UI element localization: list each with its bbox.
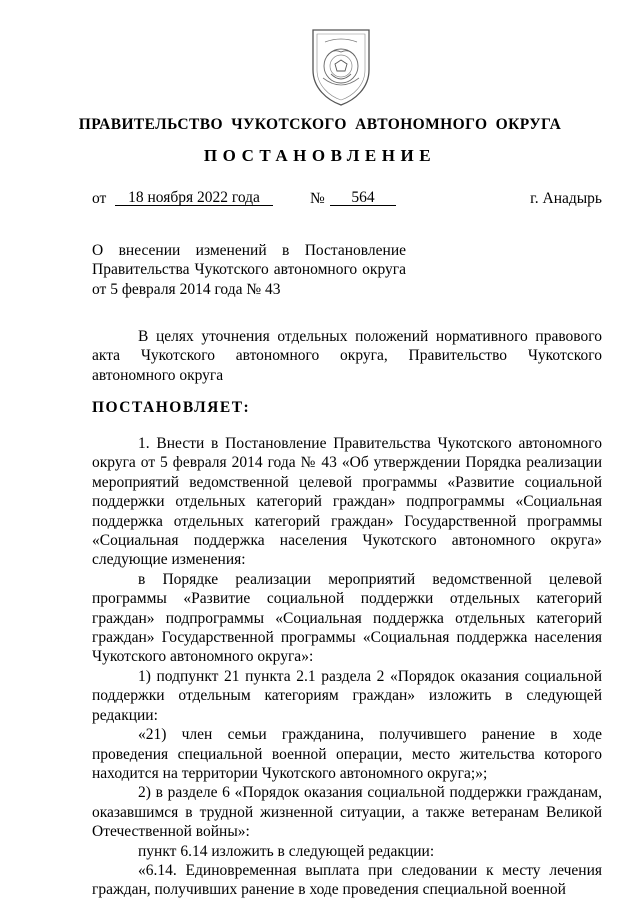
paragraph: «21) член семьи гражданина, получившего ранение в ходе проведения специальной военной операции, место жительства которого находится на территории Чукотского автономного округа;»;: [92, 726, 602, 782]
subject-line-3: от 5 февраля 2014 года № 43: [92, 280, 281, 298]
from-label: от: [92, 190, 107, 207]
city: г. Анадырь: [530, 190, 602, 207]
paragraph: в Порядке реализации мероприятий ведомственной целевой программы «Развитие социальной поддержки отдельных категорий граждан» подпрограммы «Социальная поддержка отдельных категорий граждан» Государственной программы «Социальная поддержка населения Чукотского автономного округа»:: [92, 570, 602, 666]
paragraph: 1. Внести в Постановление Правительства Чукотского автономного округа от 5 февраля 2014 года № 43 «Об утверждении Порядка реализации мероприятий ведомственной целевой программы «Развитие социальной поддержки отдельных категорий граждан» подпрограммы «Социальная поддержка отдельных категорий граждан» Государственной программы «Социальная поддержка населения Чукотского автономного округа» следующие изменения:: [92, 435, 602, 569]
preamble-text: В целях уточнения отдельных положений нормативного правового акта Чукотского автономного округа, Правительство Чукотского автономного округа: [92, 328, 602, 384]
subject-line-2: Правительства Чукотского автономного округа: [92, 261, 406, 279]
paragraph: 2) в разделе 6 «Порядок оказания социальной поддержки гражданам, оказавшимся в трудной жизненной ситуации, а также ветеранам Великой Отечественной войны»:: [92, 784, 602, 841]
document-subject: [92, 241, 406, 299]
document-type-title: ПОСТАНОВЛЕНИЕ: [203, 146, 437, 165]
document-body: [92, 434, 602, 900]
coat-of-arms-emblem: [305, 26, 377, 108]
resolves-heading: ПОСТАНОВЛЯЕТ:: [92, 399, 251, 416]
document-number: 564: [330, 190, 396, 206]
subject-line-1: О внесении изменений в Постановление: [92, 242, 406, 259]
preamble-block: [92, 327, 602, 385]
document-date: 18 ноября 2022 года: [115, 190, 273, 206]
number-label: №: [310, 190, 325, 207]
paragraph: пункт 6.14 изложить в следующей редакции:: [138, 842, 435, 860]
paragraph: 1) подпункт 21 пункта 2.1 раздела 2 «Порядок оказания социальной поддержки отдельным категориям граждан» изложить в следующей редакции:: [92, 667, 602, 724]
government-title: ПРАВИТЕЛЬСТВО ЧУКОТСКОГО АВТОНОМНОГО ОКРУГА: [78, 116, 562, 133]
paragraph: «6.14. Единовременная выплата при следовании к месту лечения граждан, получивших ранение в ходе проведения специальной военной: [92, 861, 602, 899]
